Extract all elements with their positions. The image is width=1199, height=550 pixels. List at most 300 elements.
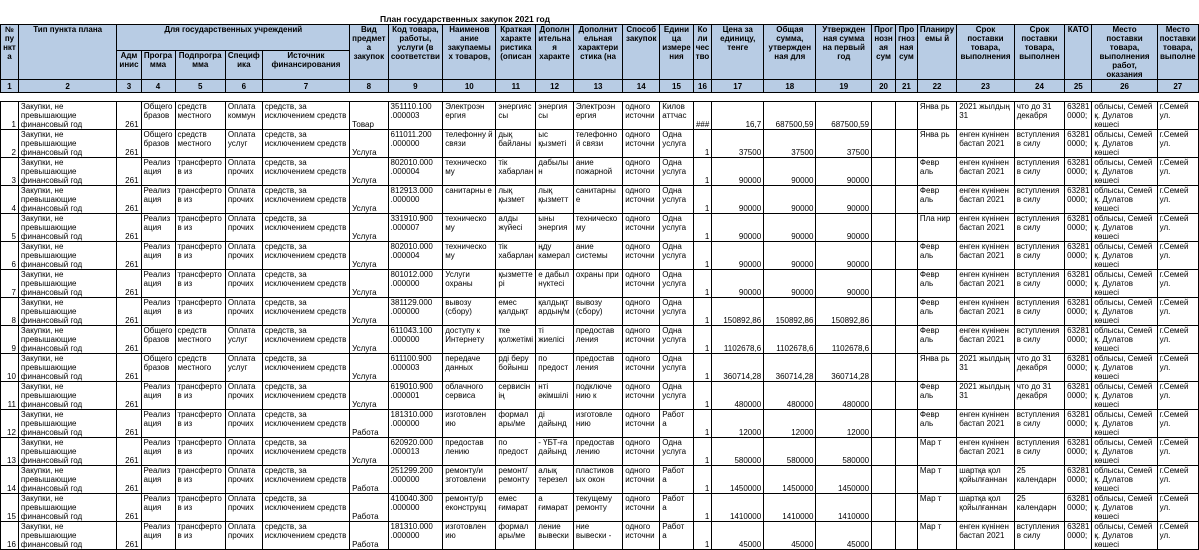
table-cell[interactable]: 2 xyxy=(1,130,19,158)
table-cell[interactable]: 63281 0000; xyxy=(1065,438,1092,466)
table-cell[interactable]: средств, за исключением средств xyxy=(262,102,349,130)
table-cell[interactable]: средств, за исключением средств xyxy=(262,354,349,382)
table-cell[interactable]: Услуга xyxy=(350,354,388,382)
table-cell[interactable]: средств, за исключением средств xyxy=(262,130,349,158)
table-cell[interactable]: 37500 xyxy=(816,130,872,158)
table-cell[interactable] xyxy=(872,354,896,382)
table-cell[interactable]: облысы, Семей қ. Дулатов көшесі xyxy=(1092,410,1157,438)
table-cell[interactable]: 63281 0000; xyxy=(1065,158,1092,186)
table-cell[interactable]: 1 xyxy=(693,382,712,410)
table-cell[interactable]: енген күнінен бастап 2021 xyxy=(957,326,1015,354)
table-cell[interactable]: 63281 0000; xyxy=(1065,410,1092,438)
table-cell[interactable]: Февр аль xyxy=(917,298,956,326)
table-cell[interactable]: ыны энергия xyxy=(536,214,574,242)
table-cell[interactable]: 480000 xyxy=(816,382,872,410)
table-cell[interactable]: дық байланы xyxy=(496,130,536,158)
table-cell[interactable]: г.Семей ул. xyxy=(1157,522,1198,550)
table-cell[interactable]: облысы, Семей қ. Дулатов көшесі xyxy=(1092,298,1157,326)
table-cell[interactable]: 619010.900 .000001 xyxy=(388,382,443,410)
table-cell[interactable]: Оплата прочих xyxy=(225,270,262,298)
table-cell[interactable] xyxy=(895,382,917,410)
table-cell[interactable]: трансферто в из xyxy=(175,382,225,410)
table-cell[interactable] xyxy=(872,270,896,298)
table-cell[interactable]: вступления в силу xyxy=(1014,270,1064,298)
table-cell[interactable] xyxy=(895,130,917,158)
table-cell[interactable]: енген күнінен бастап 2021 xyxy=(957,410,1015,438)
table-cell[interactable]: Янва рь xyxy=(917,102,956,130)
table-cell[interactable]: 2021 жылдың 31 xyxy=(957,354,1015,382)
table-cell[interactable]: средств, за исключением средств xyxy=(262,382,349,410)
table-cell[interactable]: 1102678,6 xyxy=(816,326,872,354)
table-cell[interactable]: одного источни xyxy=(623,494,660,522)
table-cell[interactable]: Услуга xyxy=(350,438,388,466)
table-cell[interactable]: трансферто в из xyxy=(175,270,225,298)
table-cell[interactable] xyxy=(872,102,896,130)
table-cell[interactable]: вступления в силу xyxy=(1014,298,1064,326)
table-cell[interactable] xyxy=(895,102,917,130)
table-cell[interactable]: 611011.200 .000000 xyxy=(388,130,443,158)
table-cell[interactable]: 580000 xyxy=(712,438,764,466)
table-cell[interactable]: Закупки, не превышающие финансовый год xyxy=(18,158,117,186)
table-cell[interactable] xyxy=(872,438,896,466)
table-cell[interactable]: вступления в силу xyxy=(1014,438,1064,466)
table-cell[interactable]: трансферто в из xyxy=(175,522,225,550)
table-cell[interactable]: Одна услуга xyxy=(660,298,693,326)
table-cell[interactable]: облысы, Семей қ. Дулатов көшесі xyxy=(1092,242,1157,270)
table-cell[interactable]: ### xyxy=(693,102,712,130)
table-cell[interactable]: Оплата услуг xyxy=(225,326,262,354)
table-cell[interactable]: 8 xyxy=(1,298,19,326)
table-cell[interactable]: передаче данных xyxy=(443,354,496,382)
table-cell[interactable]: г.Семей ул. xyxy=(1157,410,1198,438)
table-cell[interactable]: 251299.200 .000000 xyxy=(388,466,443,494)
table-cell[interactable]: Услуга xyxy=(350,298,388,326)
table-cell[interactable]: одного источни xyxy=(623,130,660,158)
table-cell[interactable]: 63281 0000; xyxy=(1065,494,1092,522)
table-cell[interactable]: 37500 xyxy=(764,130,816,158)
table-cell[interactable] xyxy=(872,158,896,186)
table-cell[interactable]: вступления в силу xyxy=(1014,410,1064,438)
table-cell[interactable]: одного источни xyxy=(623,214,660,242)
table-cell[interactable]: средств, за исключением средств xyxy=(262,494,349,522)
table-cell[interactable]: ремонт/ ремонту xyxy=(496,466,536,494)
table-cell[interactable]: облысы, Семей қ. Дулатов көшесі xyxy=(1092,466,1157,494)
table-cell[interactable]: 360714,28 xyxy=(816,354,872,382)
table-cell[interactable]: техническо му xyxy=(443,214,496,242)
table-cell[interactable]: енген күнінен бастап 2021 xyxy=(957,242,1015,270)
table-cell[interactable] xyxy=(895,158,917,186)
table-cell[interactable]: Февр аль xyxy=(917,158,956,186)
table-cell[interactable]: г.Семей ул. xyxy=(1157,242,1198,270)
table-cell[interactable]: Реализ ация xyxy=(141,494,175,522)
table-cell[interactable]: Реализ ация xyxy=(141,214,175,242)
table-cell[interactable]: 3 xyxy=(1,158,19,186)
table-cell[interactable]: Работ а xyxy=(660,494,693,522)
table-cell[interactable]: Реализ ация xyxy=(141,382,175,410)
table-cell[interactable]: ремонту/и зготовлени xyxy=(443,466,496,494)
table-cell[interactable]: 150892,86 xyxy=(816,298,872,326)
table-cell[interactable] xyxy=(872,242,896,270)
table-cell[interactable]: 261 xyxy=(117,214,141,242)
table-cell[interactable]: г.Семей ул. xyxy=(1157,186,1198,214)
table-cell[interactable]: 150892,86 xyxy=(764,298,816,326)
table-cell[interactable]: 480000 xyxy=(712,382,764,410)
table-cell[interactable]: ание системы xyxy=(573,242,622,270)
table-cell[interactable]: нті әкімшілі xyxy=(536,382,574,410)
table-cell[interactable]: г.Семей ул. xyxy=(1157,270,1198,298)
table-cell[interactable]: Одна услуга xyxy=(660,270,693,298)
table-cell[interactable]: что до 31 декабря xyxy=(1014,382,1064,410)
table-cell[interactable]: 1102678,6 xyxy=(712,326,764,354)
table-cell[interactable] xyxy=(872,186,896,214)
table-cell[interactable]: 261 xyxy=(117,410,141,438)
table-cell[interactable]: по предост xyxy=(536,354,574,382)
table-cell[interactable]: 410040.300 .000000 xyxy=(388,494,443,522)
table-cell[interactable]: облысы, Семей қ. Дулатов көшесі xyxy=(1092,438,1157,466)
table-cell[interactable]: г.Семей ул. xyxy=(1157,382,1198,410)
table-cell[interactable]: 360714,28 xyxy=(764,354,816,382)
table-cell[interactable]: Реализ ация xyxy=(141,522,175,550)
table-cell[interactable]: Килов аттчас xyxy=(660,102,693,130)
table-cell[interactable]: 63281 0000; xyxy=(1065,382,1092,410)
table-cell[interactable]: Янва рь xyxy=(917,354,956,382)
table-cell[interactable]: 261 xyxy=(117,354,141,382)
table-cell[interactable]: 7 xyxy=(1,270,19,298)
table-cell[interactable]: подключе нию к xyxy=(573,382,622,410)
table-cell[interactable]: Услуга xyxy=(350,214,388,242)
table-cell[interactable]: Февр аль xyxy=(917,410,956,438)
table-cell[interactable]: Реализ ация xyxy=(141,438,175,466)
table-cell[interactable]: Закупки, не превышающие финансовый год xyxy=(18,522,117,550)
table-cell[interactable]: 1 xyxy=(693,466,712,494)
table-cell[interactable]: облысы, Семей қ. Дулатов көшесі xyxy=(1092,522,1157,550)
table-cell[interactable]: Мар т xyxy=(917,438,956,466)
table-cell[interactable]: г.Семей ул. xyxy=(1157,466,1198,494)
table-cell[interactable]: 4 xyxy=(1,186,19,214)
table-cell[interactable]: трансферто в из xyxy=(175,186,225,214)
table-cell[interactable]: что до 31 декабря xyxy=(1014,354,1064,382)
table-cell[interactable]: 90000 xyxy=(764,214,816,242)
table-cell[interactable]: Реализ ация xyxy=(141,270,175,298)
table-cell[interactable]: одного источни xyxy=(623,354,660,382)
table-cell[interactable] xyxy=(872,522,896,550)
table-cell[interactable]: 1410000 xyxy=(764,494,816,522)
table-cell[interactable]: 261 xyxy=(117,242,141,270)
table-cell[interactable]: Электроэн ергия xyxy=(573,102,622,130)
table-cell[interactable]: энергия сы xyxy=(536,102,574,130)
table-cell[interactable]: 611100.900 .000003 xyxy=(388,354,443,382)
table-cell[interactable]: средств, за исключением средств xyxy=(262,466,349,494)
table-cell[interactable]: Одна услуга xyxy=(660,214,693,242)
table-cell[interactable]: Услуга xyxy=(350,270,388,298)
table-cell[interactable]: Одна услуга xyxy=(660,354,693,382)
table-cell[interactable]: г.Семей ул. xyxy=(1157,438,1198,466)
table-cell[interactable]: вступления в силу xyxy=(1014,186,1064,214)
table-cell[interactable]: 150892,86 xyxy=(712,298,764,326)
table-cell[interactable]: Работа xyxy=(350,494,388,522)
table-cell[interactable]: 580000 xyxy=(816,438,872,466)
table-cell[interactable]: средств местного xyxy=(175,326,225,354)
table-cell[interactable]: 63281 0000; xyxy=(1065,354,1092,382)
table-cell[interactable]: 802010.000 .000004 xyxy=(388,242,443,270)
table-cell[interactable]: енген күнінен бастап 2021 xyxy=(957,214,1015,242)
table-cell[interactable]: рді беру бойынш xyxy=(496,354,536,382)
table-cell[interactable]: 90000 xyxy=(816,270,872,298)
table-cell[interactable]: Одна услуга xyxy=(660,326,693,354)
table-cell[interactable]: 1450000 xyxy=(816,466,872,494)
table-cell[interactable]: е дабыл нүктесі xyxy=(536,270,574,298)
table-cell[interactable]: охраны при xyxy=(573,270,622,298)
table-cell[interactable]: 1 xyxy=(693,354,712,382)
table-cell[interactable]: облысы, Семей қ. Дулатов көшесі xyxy=(1092,186,1157,214)
table-cell[interactable]: изготовле нию xyxy=(573,410,622,438)
table-cell[interactable]: Закупки, не превышающие финансовый год xyxy=(18,326,117,354)
table-cell[interactable]: 360714,28 xyxy=(712,354,764,382)
table-cell[interactable]: 381129.000 .000000 xyxy=(388,298,443,326)
table-cell[interactable]: 63281 0000; xyxy=(1065,326,1092,354)
table-cell[interactable]: 6 xyxy=(1,242,19,270)
table-cell[interactable] xyxy=(895,270,917,298)
table-cell[interactable] xyxy=(895,466,917,494)
table-cell[interactable]: 14 xyxy=(1,466,19,494)
table-cell[interactable]: Оплата прочих xyxy=(225,186,262,214)
table-cell[interactable]: 261 xyxy=(117,438,141,466)
table-cell[interactable]: 331910.900 .000007 xyxy=(388,214,443,242)
table-cell[interactable]: предостав лению xyxy=(573,438,622,466)
table-cell[interactable]: 1 xyxy=(693,186,712,214)
table-cell[interactable]: облысы, Семей қ. Дулатов көшесі xyxy=(1092,102,1157,130)
table-cell[interactable]: Мар т xyxy=(917,522,956,550)
table-cell[interactable]: средств местного xyxy=(175,130,225,158)
table-cell[interactable]: Услуга xyxy=(350,382,388,410)
table-cell[interactable]: пластиков ых окон xyxy=(573,466,622,494)
table-cell[interactable]: Услуга xyxy=(350,158,388,186)
table-cell[interactable]: 2021 жылдың 31 xyxy=(957,102,1015,130)
table-cell[interactable] xyxy=(872,298,896,326)
table-cell[interactable]: Услуги охраны xyxy=(443,270,496,298)
table-cell[interactable] xyxy=(895,186,917,214)
table-cell[interactable]: средств, за исключением средств xyxy=(262,186,349,214)
table-cell[interactable]: средств, за исключением средств xyxy=(262,410,349,438)
table-cell[interactable]: тік хабарлан xyxy=(496,242,536,270)
table-cell[interactable]: 1 xyxy=(693,438,712,466)
table-cell[interactable]: облысы, Семей қ. Дулатов көшесі xyxy=(1092,130,1157,158)
table-cell[interactable]: 25 календарн xyxy=(1014,466,1064,494)
table-cell[interactable]: 25 календарн xyxy=(1014,494,1064,522)
table-cell[interactable]: изготовлен ию xyxy=(443,410,496,438)
table-cell[interactable]: средств местного xyxy=(175,102,225,130)
table-cell[interactable]: 812913.000 .000000 xyxy=(388,186,443,214)
table-cell[interactable]: Оплата прочих xyxy=(225,382,262,410)
table-cell[interactable] xyxy=(895,522,917,550)
table-cell[interactable]: одного источни xyxy=(623,410,660,438)
table-cell[interactable]: текущему ремонту xyxy=(573,494,622,522)
table-cell[interactable]: 90000 xyxy=(712,186,764,214)
table-cell[interactable]: вступления в силу xyxy=(1014,326,1064,354)
table-cell[interactable]: телефонно й связи xyxy=(573,130,622,158)
table-cell[interactable]: по предост xyxy=(496,438,536,466)
table-cell[interactable]: облысы, Семей қ. Дулатов көшесі xyxy=(1092,326,1157,354)
table-cell[interactable]: шартқа қол қойылғаннан xyxy=(957,494,1015,522)
table-cell[interactable]: қалдықт ардың/м xyxy=(536,298,574,326)
table-cell[interactable]: енген күнінен бастап 2021 xyxy=(957,186,1015,214)
table-cell[interactable]: одного источни xyxy=(623,270,660,298)
table-cell[interactable]: 1410000 xyxy=(816,494,872,522)
table-cell[interactable]: средств, за исключением средств xyxy=(262,214,349,242)
table-cell[interactable]: облысы, Семей қ. Дулатов көшесі xyxy=(1092,494,1157,522)
table-cell[interactable]: предостав ления xyxy=(573,354,622,382)
table-cell[interactable]: Оплата прочих xyxy=(225,242,262,270)
table-cell[interactable]: техническо му xyxy=(443,242,496,270)
table-cell[interactable]: 261 xyxy=(117,298,141,326)
table-cell[interactable]: 12000 xyxy=(764,410,816,438)
table-cell[interactable] xyxy=(872,410,896,438)
table-cell[interactable]: трансферто в из xyxy=(175,214,225,242)
table-cell[interactable]: Работ а xyxy=(660,410,693,438)
table-cell[interactable]: 63281 0000; xyxy=(1065,186,1092,214)
table-cell[interactable]: одного источни xyxy=(623,438,660,466)
table-cell[interactable]: 611043.100 .000000 xyxy=(388,326,443,354)
table-cell[interactable]: 261 xyxy=(117,186,141,214)
table-cell[interactable]: Услуга xyxy=(350,242,388,270)
table-cell[interactable]: 1 xyxy=(693,158,712,186)
table-cell[interactable]: Работа xyxy=(350,466,388,494)
table-cell[interactable]: одного источни xyxy=(623,242,660,270)
table-cell[interactable] xyxy=(872,382,896,410)
table-cell[interactable]: 90000 xyxy=(816,214,872,242)
table-cell[interactable]: Общего бразов xyxy=(141,130,175,158)
table-cell[interactable]: Янва рь xyxy=(917,130,956,158)
table-cell[interactable]: 90000 xyxy=(764,270,816,298)
table-cell[interactable]: 1 xyxy=(693,214,712,242)
table-cell[interactable]: ление вывески xyxy=(536,522,574,550)
table-cell[interactable]: ремонту/р еконструкц xyxy=(443,494,496,522)
table-cell[interactable] xyxy=(895,494,917,522)
table-cell[interactable]: телефонну й связи xyxy=(443,130,496,158)
table-cell[interactable]: одного источни xyxy=(623,298,660,326)
table-cell[interactable]: 9 xyxy=(1,326,19,354)
table-cell[interactable]: одного источни xyxy=(623,466,660,494)
table-cell[interactable]: 351110.100 .000003 xyxy=(388,102,443,130)
table-cell[interactable]: г.Семей ул. xyxy=(1157,214,1198,242)
table-cell[interactable]: Работ а xyxy=(660,466,693,494)
table-cell[interactable]: Оплата прочих xyxy=(225,494,262,522)
table-cell[interactable]: Оплата услуг xyxy=(225,354,262,382)
table-cell[interactable]: Одна услуга xyxy=(660,186,693,214)
table-cell[interactable]: 90000 xyxy=(764,242,816,270)
table-cell[interactable]: Общего бразов xyxy=(141,354,175,382)
table-cell[interactable]: Реализ ация xyxy=(141,186,175,214)
table-cell[interactable]: 1 xyxy=(693,410,712,438)
table-cell[interactable]: Мар т xyxy=(917,466,956,494)
table-cell[interactable]: Оплата услуг xyxy=(225,130,262,158)
table-cell[interactable]: 12000 xyxy=(816,410,872,438)
table-cell[interactable]: изготовлен ию xyxy=(443,522,496,550)
table-cell[interactable]: енген күнінен бастап 2021 xyxy=(957,298,1015,326)
table-cell[interactable]: Закупки, не превышающие финансовый год xyxy=(18,130,117,158)
table-cell[interactable]: Закупки, не превышающие финансовый год xyxy=(18,410,117,438)
table-cell[interactable]: 261 xyxy=(117,466,141,494)
table-cell[interactable]: 1 xyxy=(1,102,19,130)
table-cell[interactable]: 261 xyxy=(117,494,141,522)
table-cell[interactable]: одного источни xyxy=(623,186,660,214)
table-cell[interactable]: 90000 xyxy=(816,186,872,214)
table-cell[interactable]: 1410000 xyxy=(712,494,764,522)
table-cell[interactable]: 2021 жылдың 31 xyxy=(957,382,1015,410)
table-cell[interactable]: Реализ ация xyxy=(141,466,175,494)
table-cell[interactable]: Работ а xyxy=(660,522,693,550)
table-cell[interactable]: г.Семей ул. xyxy=(1157,298,1198,326)
table-cell[interactable]: г.Семей ул. xyxy=(1157,354,1198,382)
table-cell[interactable]: санитарны е xyxy=(443,186,496,214)
table-cell[interactable] xyxy=(895,242,917,270)
table-cell[interactable]: 5 xyxy=(1,214,19,242)
table-cell[interactable]: 1 xyxy=(693,522,712,550)
table-cell[interactable]: сервисін ің xyxy=(496,382,536,410)
table-cell[interactable]: что до 31 декабря xyxy=(1014,102,1064,130)
table-cell[interactable]: 90000 xyxy=(712,242,764,270)
table-cell[interactable]: 63281 0000; xyxy=(1065,522,1092,550)
table-cell[interactable]: средств, за исключением средств xyxy=(262,242,349,270)
table-cell[interactable]: 687500,59 xyxy=(764,102,816,130)
table-cell[interactable]: Оплата прочих xyxy=(225,298,262,326)
table-cell[interactable]: 63281 0000; xyxy=(1065,214,1092,242)
table-cell[interactable] xyxy=(872,466,896,494)
table-cell[interactable]: Услуга xyxy=(350,130,388,158)
table-cell[interactable]: енген күнінен бастап 2021 xyxy=(957,158,1015,186)
table-cell[interactable]: облачного сервиса xyxy=(443,382,496,410)
table-cell[interactable]: Февр аль xyxy=(917,326,956,354)
table-cell[interactable]: г.Семей ул. xyxy=(1157,494,1198,522)
table-cell[interactable]: 687500,59 xyxy=(816,102,872,130)
table-cell[interactable]: 1 xyxy=(693,298,712,326)
table-cell[interactable]: Закупки, не превышающие финансовый год xyxy=(18,186,117,214)
table-cell[interactable]: Реализ ация xyxy=(141,298,175,326)
table-cell[interactable]: Реализ ация xyxy=(141,158,175,186)
table-cell[interactable]: 13 xyxy=(1,438,19,466)
table-cell[interactable]: 1450000 xyxy=(764,466,816,494)
table-cell[interactable]: 1102678,6 xyxy=(764,326,816,354)
table-cell[interactable]: 620920.000 .000013 xyxy=(388,438,443,466)
table-cell[interactable]: 261 xyxy=(117,130,141,158)
table-cell[interactable]: 12 xyxy=(1,410,19,438)
table-cell[interactable]: г.Семей ул. xyxy=(1157,326,1198,354)
table-cell[interactable]: 45000 xyxy=(816,522,872,550)
table-cell[interactable]: ние вывески - xyxy=(573,522,622,550)
table-cell[interactable]: 261 xyxy=(117,382,141,410)
table-cell[interactable]: Закупки, не превышающие финансовый год xyxy=(18,102,117,130)
table-cell[interactable]: вступления в силу xyxy=(1014,130,1064,158)
table-cell[interactable]: Общего бразов xyxy=(141,102,175,130)
table-cell[interactable]: алық терезел xyxy=(536,466,574,494)
table-cell[interactable]: Одна услуга xyxy=(660,382,693,410)
table-cell[interactable]: Закупки, не превышающие финансовый год xyxy=(18,354,117,382)
table-cell[interactable] xyxy=(895,214,917,242)
table-cell[interactable]: трансферто в из xyxy=(175,466,225,494)
table-cell[interactable]: 261 xyxy=(117,522,141,550)
table-cell[interactable]: 90000 xyxy=(816,242,872,270)
table-cell[interactable]: техническо му xyxy=(573,214,622,242)
table-cell[interactable]: Закупки, не превышающие финансовый год xyxy=(18,466,117,494)
table-cell[interactable]: предостав лению xyxy=(443,438,496,466)
table-cell[interactable]: шартқа қол қойылғаннан xyxy=(957,466,1015,494)
table-cell[interactable]: вступления в силу xyxy=(1014,214,1064,242)
table-cell[interactable]: 63281 0000; xyxy=(1065,466,1092,494)
table-cell[interactable]: вступления в силу xyxy=(1014,158,1064,186)
table-cell[interactable]: 261 xyxy=(117,102,141,130)
table-cell[interactable]: 181310.000 .000000 xyxy=(388,522,443,550)
table-cell[interactable]: 45000 xyxy=(712,522,764,550)
